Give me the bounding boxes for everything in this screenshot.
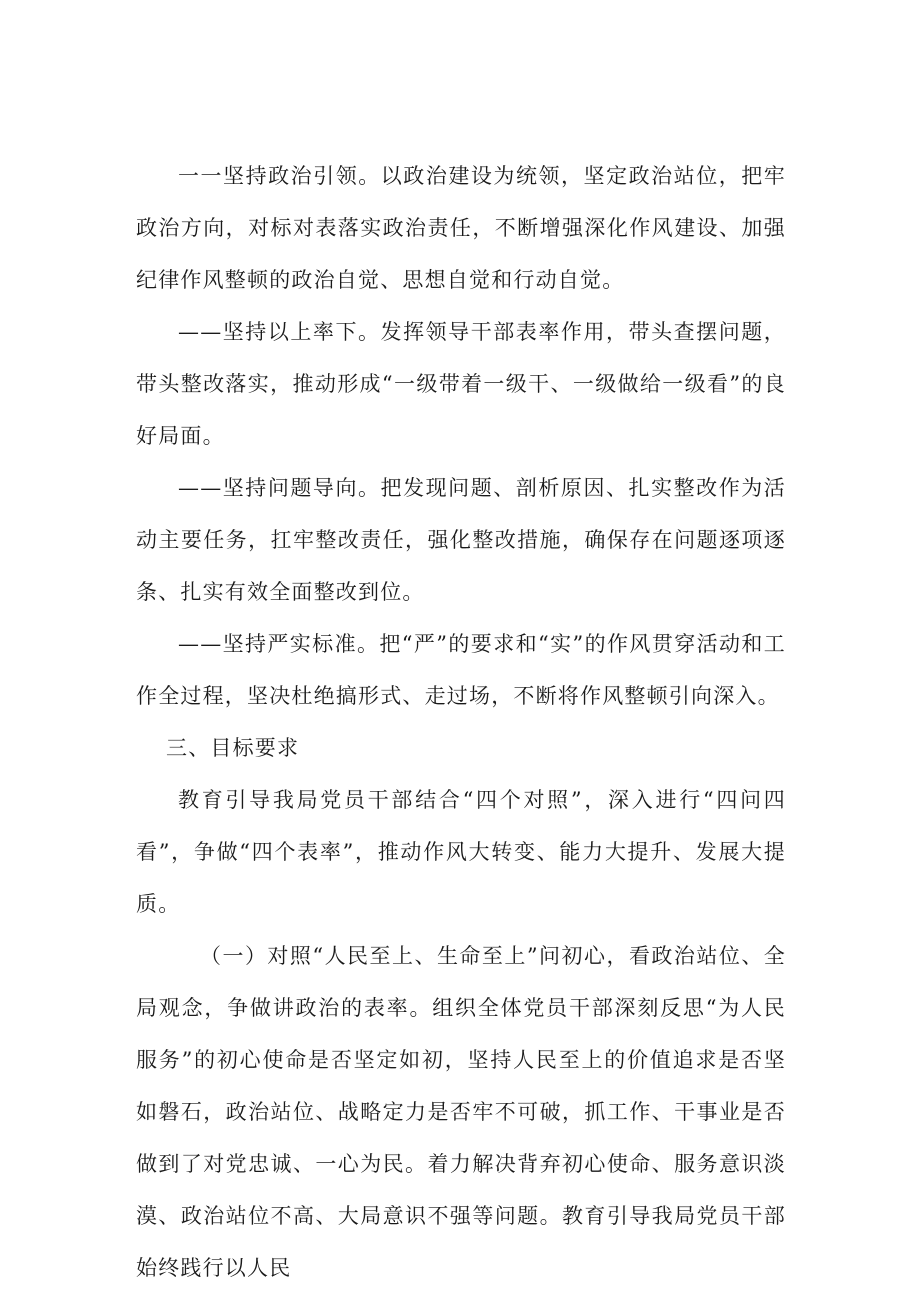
section-heading-goals: 三、目标要求 (166, 736, 300, 760)
document-body (136, 150, 786, 1294)
paragraph-problem-oriented: ——坚持问题导向。把发现问题、剖析原因、扎实整改作为活动主要任务，扛牢整改责任，强化整改措施，确保存在问题逐项逐条、扎实有效全面整改到位。 (136, 476, 786, 604)
paragraph-strict-standards: ——坚持严实标准。把“严”的要求和“实”的作风贯穿活动和工作全过程，坚决杜绝搞形式、走过场，不断将作风整顿引向深入。 (136, 632, 786, 708)
paragraph-item-one: （一）对照“人民至上、生命至上”问初心，看政治站位、全局观念，争做讲政治的表率。组织全体党员干部深刻反思“为人民服务”的初心使命是否坚定如初，坚持人民至上的价值追求是否坚如磐石，政治站位、战略定力是否牢不可破，抓工作、干事业是否做到了对党忠诚、一心为民。着力解决背弃初心使命、服务意识淡漠、政治站位不高、大局意识不强等问题。教育引导我局党员干部始终践行以人民 (136, 944, 786, 1280)
paragraph-lead-by-example: ——坚持以上率下。发挥领导干部表率作用，带头查摆问题，带头整改落实，推动形成“一级带着一级干、一级做给一级看”的良好局面。 (136, 320, 786, 448)
paragraph-political-leadership: 一一坚持政治引领。以政治建设为统领，坚定政治站位，把牢政治方向，对标对表落实政治责任，不断增强深化作风建设、加强纪律作风整顿的政治自觉、思想自觉和行动自觉。 (136, 164, 786, 292)
paragraph-goals-intro: 教育引导我局党员干部结合“四个对照”，深入进行“四问四看”，争做“四个表率”，推动作风大转变、能力大提升、发展大提质。 (136, 788, 786, 916)
